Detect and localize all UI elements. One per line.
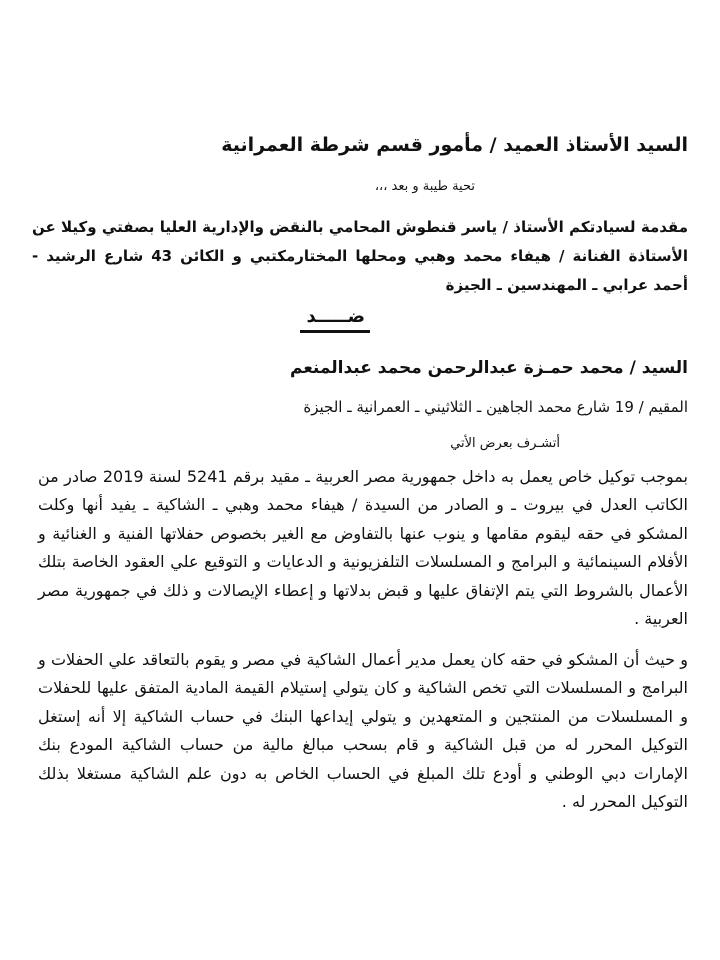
greeting: تحية طيبة و بعد ،،، — [374, 179, 475, 194]
against-heading: ضـــــد — [306, 306, 365, 327]
intro-paragraph: مقدمة لسيادتكم الأستاذ / ياسر قنطوش المحامي بالنقض والإدارية العليا بصفتي وكيلا عن الأستاذة الفنانة / هيفاء محمد وهبي ومحلها المختارمكتبي و الكائن 43 شارع الرشيد - أحمد عرابي ـ المهندسين ـ الجيزة — [32, 218, 688, 294]
addressee-title: السيد الأستاذ العميد / مأمور قسم شرطة العمرانية — [221, 134, 688, 156]
honor-line: أتشـرف بعرض الأتي — [450, 436, 560, 451]
defendant-residence: المقيم / 19 شارع محمد الجاهين ـ الثلاثيني ـ العمرانية ـ الجيزة — [303, 398, 688, 416]
against-underline — [300, 330, 370, 333]
body-paragraph: بموجب توكيل خاص يعمل به داخل جمهورية مصر العربية ـ مقيد برقم 5241 لسنة 2019 صادر من الكاتب العدل في بيروت ـ و الصادر من السيدة / هيفاء محمد وهبي ـ الشاكية ـ يفيد أنها وكلت المشكو في حقه ليقوم مقامها و ينوب عنها بالتفاوض مع الغير بخصوص حفلاتها الفنية و الغنائية و الأفلام السينمائية و البرامج و المسلسلات التلفزيونية و الدعايات و التوقيع علي العقود الخاصة بتلك الأعمال بالشروط التي يتم الإتفاق عليها و قبض بدلاتها و إعطاء الإيصالات و ذلك في جمهورية مصر العربية . — [38, 467, 688, 629]
defendant-name: السيد / محمد حمـزة عبدالرحمن محمد عبدالمنعم — [290, 358, 688, 378]
body-paragraph: و حيث أن المشكو في حقه كان يعمل مدير أعمال الشاكية في مصر و يقوم بالتعاقد علي الحفلات و البرامج و المسلسلات التي تخص الشاكية و كان يتولي إستيلام القيمة المادية المتفق عليها للحفلات و المسلسلات من المنتجين و المتعهدين و يتولي إيداعها البنك في حساب الشاكية إلا أنه إستغل التوكيل المحرر له من قبل الشاكية و قام بسحب مبالغ مالية من حساب الشاكية المودع بنك الإمارات دبي الوطني و أودع تلك المبلغ في الحساب الخاص به دون علم الشاكية مستغلا بذلك التوكيل المحرر له . — [38, 650, 688, 812]
